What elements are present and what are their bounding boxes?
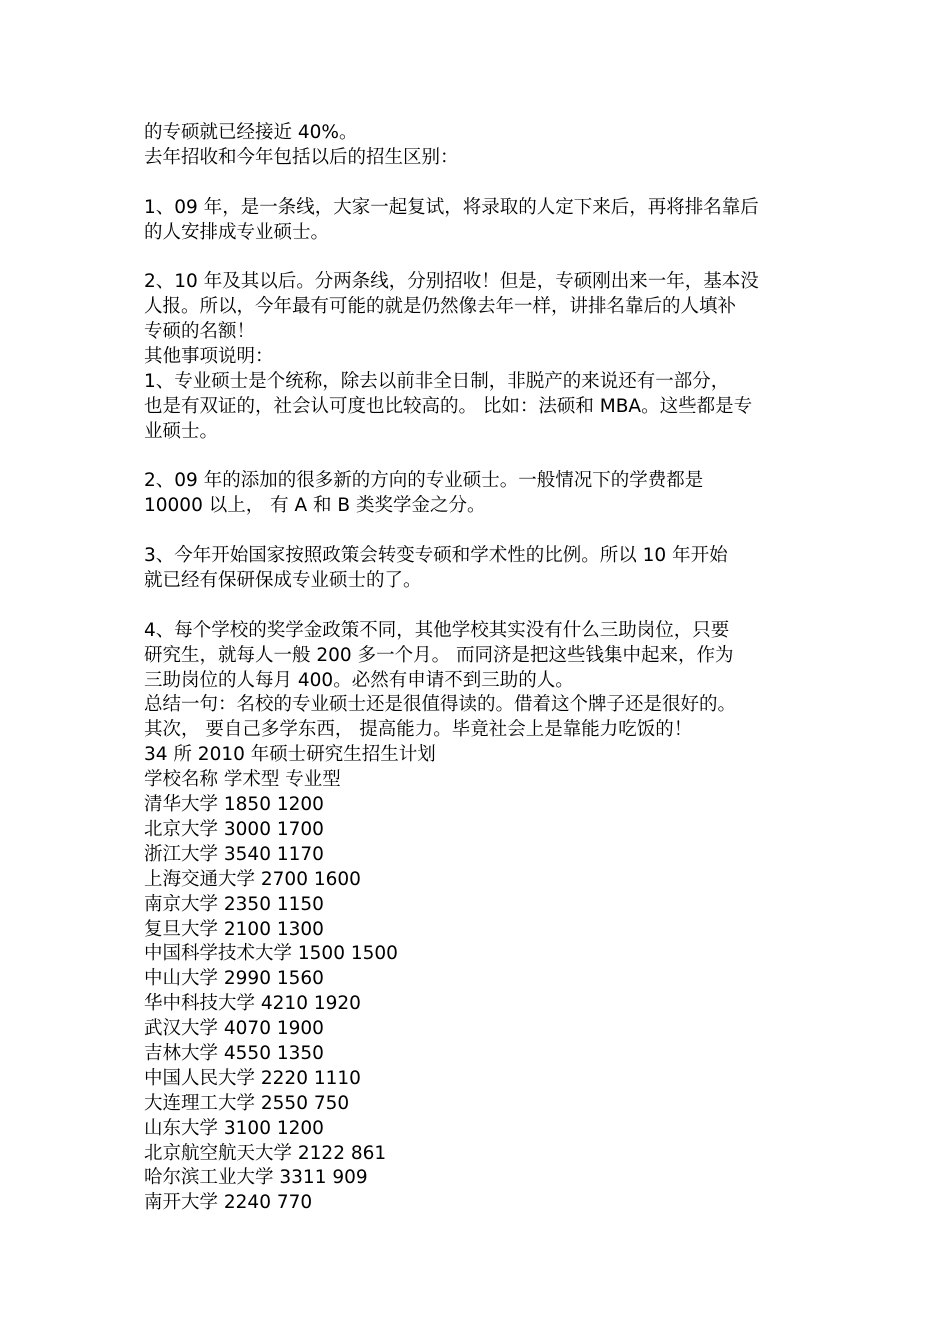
text-line: 人报。所以，今年最有可能的就是仍然像去年一样，讲排名靠后的人填补	[144, 296, 737, 318]
text-line: 业硕士。	[144, 420, 219, 442]
table-title: 34 所 2010 年硕士研究生招生计划	[144, 744, 436, 766]
section-1	[144, 196, 814, 246]
blank-line	[144, 519, 814, 544]
table-row: 大连理工大学 2550 750	[144, 1092, 350, 1114]
text-line: 3、今年开始国家按照政策会转变专硕和学术性的比例。所以 10 年开始	[144, 545, 728, 567]
summary-line: 总结一句：名校的专业硕士还是很值得读的。借着这个牌子还是很好的。	[144, 694, 737, 716]
table-row: 北京航空航天大学 2122 861	[144, 1142, 387, 1164]
intro-block	[144, 121, 814, 171]
table-row: 中国科学技术大学 1500 1500	[144, 943, 398, 965]
summary-line: 其次， 要自己多学东西， 提高能力。毕竟社会上是靠能力吃饭的！	[144, 719, 693, 741]
table-row: 武汉大学 4070 1900	[144, 1018, 324, 1040]
text-line: 其他事项说明：	[144, 346, 274, 368]
text-line: 三助岗位的人每月 400。必然有申请不到三助的人。	[144, 669, 574, 691]
table-row: 北京大学 3000 1700	[144, 818, 324, 840]
text-line: 去年招收和今年包括以后的招生区别：	[144, 146, 459, 168]
blank-line	[144, 245, 814, 270]
table-row: 南开大学 2240 770	[144, 1192, 313, 1214]
enrollment-table	[144, 793, 814, 1216]
table-row: 华中科技大学 4210 1920	[144, 993, 361, 1015]
table-header: 学校名称 学术型 专业型	[144, 769, 341, 791]
section-3	[144, 469, 814, 519]
table-row: 复旦大学 2100 1300	[144, 918, 324, 940]
text-line: 2、10 年及其以后。分两条线，分别招收！但是，专硕刚出来一年，基本没	[144, 271, 759, 293]
document-page	[144, 121, 814, 1216]
blank-line	[144, 594, 814, 619]
table-row: 中国人民大学 2220 1110	[144, 1067, 361, 1089]
text-line: 的专硕就已经接近 40%。	[144, 122, 358, 143]
text-line: 研究生，就每人一般 200 多一个月。 而同济是把这些钱集中起来，作为	[144, 644, 734, 666]
text-line: 专硕的名额！	[144, 321, 256, 343]
table-row: 山东大学 3100 1200	[144, 1117, 324, 1139]
text-line: 4、每个学校的奖学金政策不同，其他学校其实没有什么三助岗位，只要	[144, 619, 730, 641]
table-row: 南京大学 2350 1150	[144, 893, 324, 915]
text-line: 10000 以上， 有 A 和 B 类奖学金之分。	[144, 495, 486, 517]
text-line: 的人安排成专业硕士。	[144, 221, 330, 243]
table-row: 哈尔滨工业大学 3311 909	[144, 1167, 368, 1189]
text-line: 1、专业硕士是个统称，除去以前非全日制，非脱产的来说还有一部分，	[144, 370, 730, 392]
text-line: 就已经有保研保成专业硕士的了。	[144, 570, 422, 592]
section-5	[144, 619, 814, 793]
table-row: 中山大学 2990 1560	[144, 968, 324, 990]
table-row: 浙江大学 3540 1170	[144, 843, 324, 865]
table-row: 清华大学 1850 1200	[144, 794, 324, 816]
blank-line	[144, 445, 814, 470]
text-line: 也是有双证的，社会认可度也比较高的。 比如：法硕和 MBA。这些都是专	[144, 395, 753, 417]
table-row: 上海交通大学 2700 1600	[144, 868, 361, 890]
table-row: 吉林大学 4550 1350	[144, 1042, 324, 1064]
section-4	[144, 544, 814, 594]
blank-line	[144, 171, 814, 196]
text-line: 2、09 年的添加的很多新的方向的专业硕士。一般情况下的学费都是	[144, 470, 704, 492]
text-line: 1、09 年，是一条线，大家一起复试，将录取的人定下来后，再将排名靠后	[144, 196, 759, 218]
section-2	[144, 270, 814, 444]
